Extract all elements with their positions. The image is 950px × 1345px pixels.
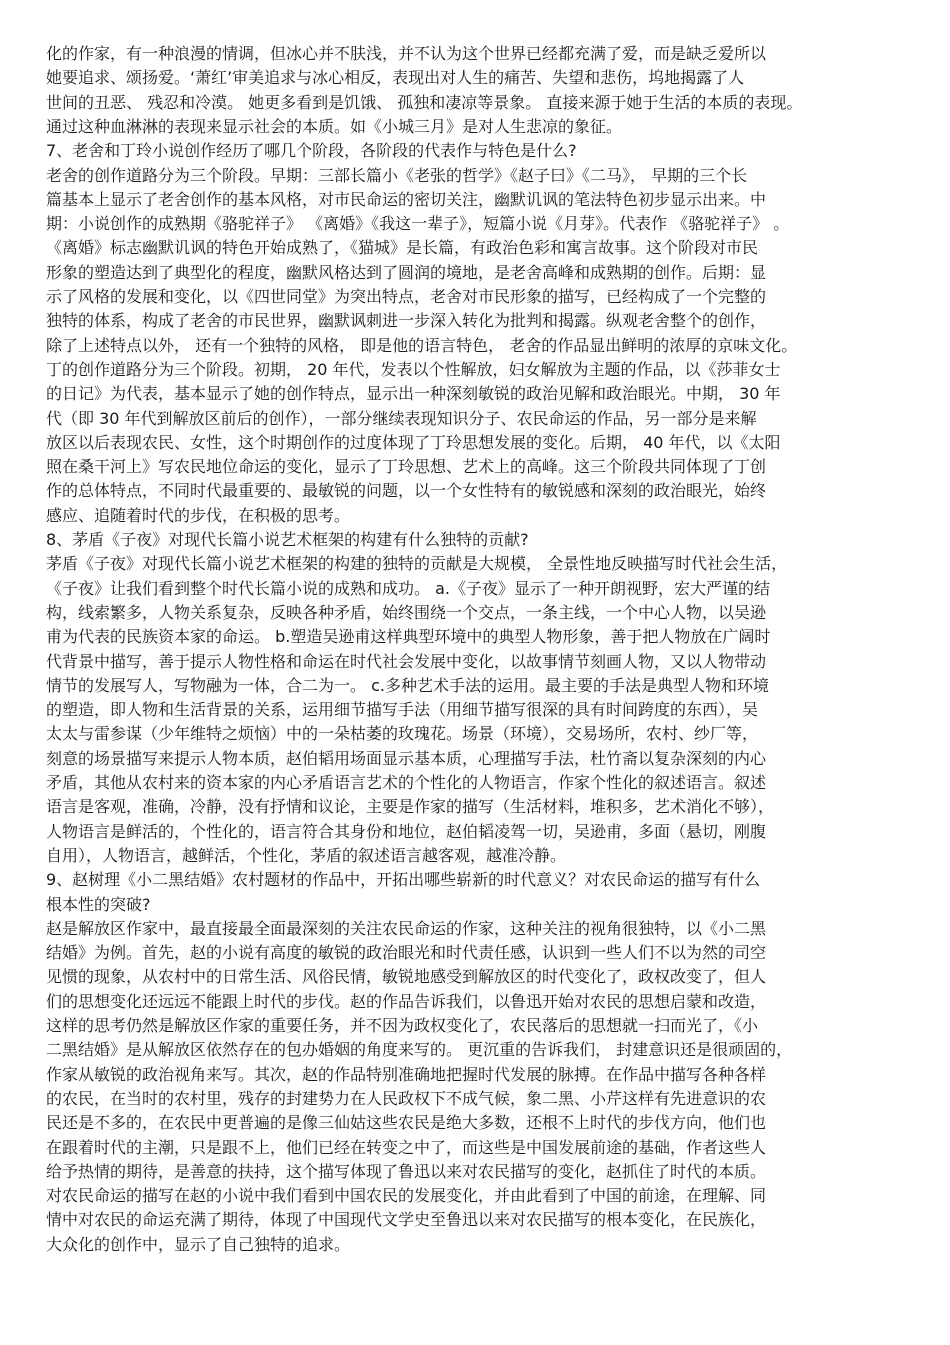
- text-line: 大众化的创作中，显示了自己独特的追求。: [46, 1234, 351, 1254]
- text-line: 独特的体系，构成了老舍的市民世界，幽默讽刺进一步深入转化为批判和揭露。纵观老舍整个的创作，: [46, 311, 767, 331]
- text-line: 期：小说创作的成熟期《骆驼祥子》 《离婚》《我这一辈子》，短篇小说《月芽》。代表作 《骆驼祥子》 。: [46, 214, 790, 234]
- text-line: 情中对农民的命运充满了期待，体现了中国现代文学史至鲁迅以来对农民描写的根本变化，在民族化，: [46, 1210, 767, 1230]
- text-line: 二黑结婚》是从解放区依然存在的包办婚姻的角度来写的。 更沉重的告诉我们， 封建意识还是很顽固的，: [46, 1040, 793, 1060]
- text-line: 通过这种血淋淋的表现来显示社会的本质。如《小城三月》是对人生悲凉的象征。: [46, 116, 623, 136]
- text-line: 在跟着时代的主潮，只是跟不上，他们已经在转变之中了，而这些是中国发展前途的基础，作者这些人: [46, 1137, 767, 1157]
- text-line: 根本性的突破?: [46, 894, 151, 914]
- text-line: 自用），人物语言，越鲜活，个性化，茅盾的叙述语言越客观，越准冷静。: [46, 845, 567, 865]
- text-line: 世间的丑恶、 残忍和冷漠。 她更多看到是饥饿、 孤独和凄凉等景象。 直接来源于她于生活的本质的表现。: [46, 92, 803, 112]
- text-line: 构，线索繁多，人物关系复杂，反映各种矛盾，始终围绕一个交点，一条主线，一个中心人物，以吴逊: [46, 602, 767, 622]
- text-line: 《离婚》标志幽默讥讽的特色开始成熟了，《猫城》是长篇，有政治色彩和寓言故事。这个阶段对市民: [46, 238, 759, 258]
- text-line: 感应、追随着时代的步伐，在积极的思考。: [46, 505, 351, 525]
- text-line: 茅盾《子夜》对现代长篇小说艺术框架的构建的独特的贡献是大规模， 全景性地反映描写时代社会生活，: [46, 554, 788, 574]
- text-line: 情节的发展写人，写物融为一体，合二为一。 c.多种艺术手法的运用。最主要的手法是典型人物和环境: [46, 675, 769, 695]
- text-line: 见惯的现象，从农村中的日常生活、风俗民情，敏锐地感受到解放区的时代变化了，政权改变了，但人: [46, 967, 767, 987]
- text-line: 老舍的创作道路分为三个阶段。早期：三部长篇小《老张的哲学》《赵子曰》《二马》， 早期的三个长: [46, 165, 748, 185]
- text-line: 形象的塑造达到了典型化的程度，幽默风格达到了圆润的境地，是老舍高峰和成熟期的创作。后期：显: [46, 262, 767, 282]
- text-line: 7、老舍和丁玲小说创作经历了哪几个阶段，各阶段的代表作与特色是什么?: [46, 141, 577, 161]
- text-line: 她要追求、颂扬爱。‘萧红’审美追求与冰心相反，表现出对人生的痛苦、失望和悲伤，坞地揭露了人: [46, 68, 745, 88]
- text-line: 太太与雷参谋（少年维特之烦恼）中的一朵枯萎的玫瑰花。场景（环境），交易场所，农村、纱厂等，: [46, 724, 759, 744]
- text-line: 《子夜》让我们看到整个时代长篇小说的成熟和成功。 a.《子夜》显示了一种开朗视野，宏大严谨的结: [46, 578, 770, 598]
- text-line: 篇基本上显示了老舍创作的基本风格，对市民命运的密切关注，幽默讥讽的笔法特色初步显示出来。中: [46, 189, 767, 209]
- text-line: 放区以后表现农民、女性，这个时期创作的过度体现了丁玲思想发展的变化。后期， 40 年代，以《太阳: [46, 432, 781, 452]
- text-line: 的农民，在当时的农村里，残存的封建势力在人民政权下不成气候，象二黑、小芹这样有先进意识的农: [46, 1088, 767, 1108]
- text-line: 代背景中描写，善于提示人物性格和命运在时代社会发展中变化，以故事情节刻画人物，又以人物带动: [46, 651, 767, 671]
- text-line: 们的思想变化还远远不能跟上时代的步伐。赵的作品告诉我们，以鲁迅开始对农民的思想启蒙和改造，: [46, 991, 767, 1011]
- text-line: 刻意的场景描写来提示人物本质，赵伯韬用场面显示基本质，心理描写手法，杜竹斋以复杂深刻的内心: [46, 748, 767, 768]
- text-line: 代（即 30 年代到解放区前后的创作），一部分继续表现知识分子、农民命运的作品，另一部分是来解: [46, 408, 757, 428]
- text-line: 作的总体特点，不同时代最重要的、最敏锐的问题，以一个女性特有的敏锐感和深刻的政治眼光，始终: [46, 481, 767, 501]
- text-line: 作家从敏锐的政治视角来写。其次，赵的作品特别准确地把握时代发展的脉搏。在作品中描写各种各样: [46, 1064, 767, 1084]
- text-line: 矛盾，其他从农村来的资本家的内心矛盾语言艺术的个性化的人物语言，作家个性化的叙述语言。叙述: [46, 773, 767, 792]
- text-line: 甫为代表的民族资本家的命运。 b.塑造吴逊甫这样典型环境中的典型人物形象，善于把人物放在广阔时: [46, 627, 771, 647]
- text-line: 除了上述特点以外， 还有一个独特的风格， 即是他的语言特色， 老舍的作品显出鲜明的浓厚的京味文化。: [46, 335, 798, 355]
- text-line: 9、赵树理《小二黑结婚》农村题材的作品中，开拓出哪些崭新的时代意义？对农民命运的描写有什么: [46, 870, 761, 890]
- text-line: 人物语言是鲜活的，个性化的，语言符合其身份和地位，赵伯韬凌驾一切，吴逊甫，多面（悬切，刚腹: [46, 821, 767, 841]
- text-line: 结婚》为例。首先，赵的小说有高度的敏锐的政治眼光和时代责任感，认识到一些人们不以为然的司空: [46, 943, 767, 963]
- text-line: 民还是不多的，在农民中更普遍的是像三仙姑这些农民是绝大多数，还根不上时代的步伐方向，他们也: [46, 1113, 767, 1133]
- text-line: 8、茅盾《子夜》对现代长篇小说艺术框架的构建有什么独特的贡献?: [46, 530, 529, 549]
- text-line: 的日记》为代表，基本显示了她的创作特点，显示出一种深刻敏锐的政治见解和政治眼光。中期， 30 年: [46, 384, 781, 404]
- text-line: 对农民命运的描写在赵的小说中我们看到中国农民的发展变化，并由此看到了中国的前途，在理解、同: [46, 1186, 767, 1206]
- text-line: 这样的思考仍然是解放区作家的重要任务，并不因为政权变化了，农民落后的思想就一扫而光了，《小: [46, 1016, 759, 1035]
- text-line: 语言是客观，准确，冷静，没有抒情和议论，主要是作家的描写（生活材料，堆积多，艺术消化不够），: [46, 797, 775, 817]
- text-line: 赵是解放区作家中，最直接最全面最深刻的关注农民命运的作家，这种关注的视角很独特，以《小二黑: [46, 918, 767, 938]
- text-line: 给予热情的期待，是善意的扶持，这个描写体现了鲁迅以来对农民描写的变化，赵抓住了时代的本质。: [46, 1161, 767, 1181]
- text-line: 的塑造，即人物和生活背景的关系，运用细节描写手法（用细节描写很深的具有时间跨度的东西），吴: [46, 700, 759, 720]
- text-line: 照在桑干河上》写农民地位命运的变化，显示了丁玲思想、艺术上的高峰。这三个阶段共同体现了丁创: [46, 457, 767, 477]
- text-line: 化的作家，有一种浪漫的情调，但冰心并不肤浅，并不认为这个世界已经都充满了爱，而是缺乏爱所以: [46, 44, 767, 63]
- text-line: 丁的创作道路分为三个阶段。初期， 20 年代，发表以个性解放，妇女解放为主题的作品，以《莎菲女士: [46, 359, 781, 379]
- text-line: 示了风格的发展和变化，以《四世同堂》为突出特点，老舍对市民形象的描写，已经构成了一个完整的: [46, 287, 767, 306]
